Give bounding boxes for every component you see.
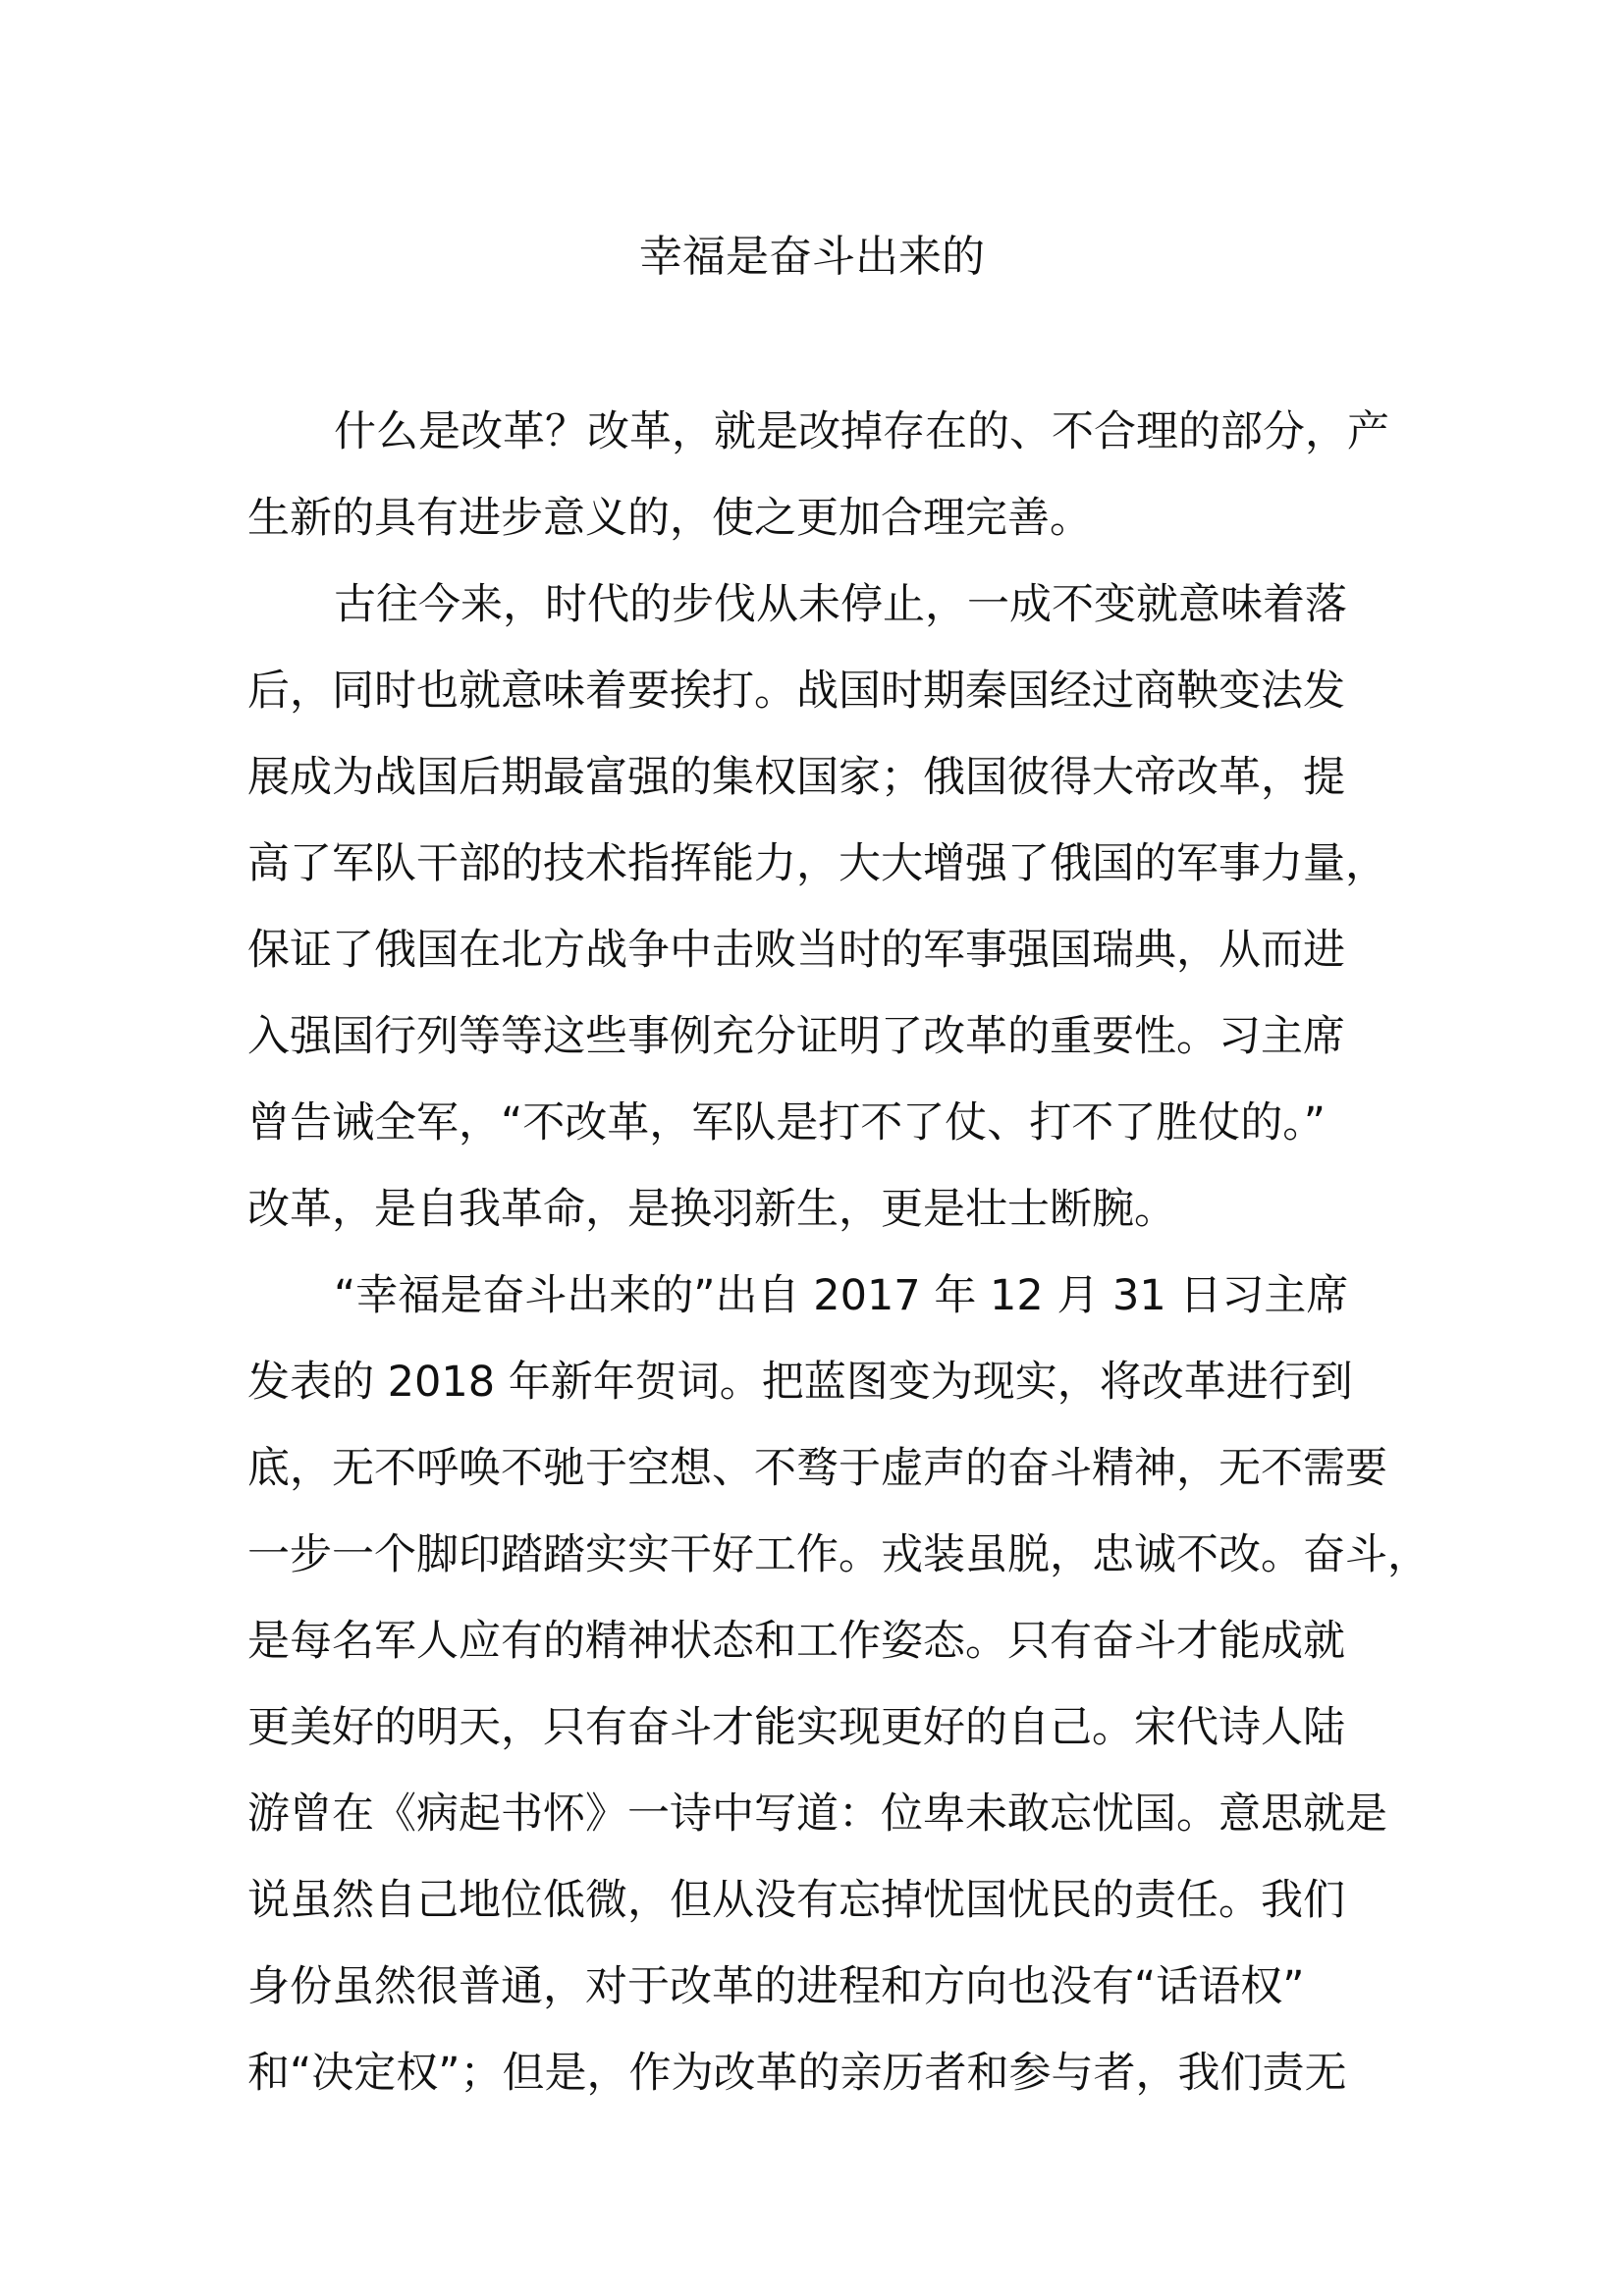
- text-line: 和“决定权”；但是，作为改革的亲历者和参与者，我们责无: [247, 2049, 1347, 2098]
- text-line: 后，同时也就意味着要挨打。战国时期秦国经过商鞅变法发: [247, 667, 1345, 716]
- text-line: 游曾在《病起书怀》一诗中写道：位卑未敢忘忧国。意思就是: [247, 1789, 1387, 1839]
- text-line: 是每名军人应有的精神状态和工作姿态。只有奋斗才能成就: [247, 1617, 1345, 1666]
- document-body: [247, 389, 1430, 2116]
- text-line: 身份虽然很普通，对于改革的进程和方向也没有“话语权”: [247, 1962, 1305, 2011]
- text-line: 底，无不呼唤不驰于空想、不骛于虚声的奋斗精神，无不需要: [247, 1444, 1387, 1493]
- text-line: 保证了俄国在北方战争中击败当时的军事强国瑞典，从而进: [247, 926, 1345, 975]
- text-line: 高了军队干部的技术指挥能力，大大增强了俄国的军事力量，: [247, 839, 1387, 888]
- text-line: 曾告诫全军，“不改革，军队是打不了仗、打不了胜仗的。”: [247, 1098, 1326, 1148]
- text-line: 更美好的明天，只有奋斗才能实现更好的自己。宋代诗人陆: [247, 1703, 1345, 1752]
- document-title: 幸福是奋斗出来的: [639, 232, 985, 282]
- text-line: 古往今来，时代的步伐从未停止，一成不变就意味着落: [334, 580, 1347, 629]
- text-line: 什么是改革？改革，就是改掉存在的、不合理的部分，产: [334, 407, 1389, 456]
- text-line: 说虽然自己地位低微，但从没有忘掉忧国忧民的责任。我们: [247, 1876, 1345, 1925]
- text-line: 展成为战国后期最富强的集权国家；俄国彼得大帝改革，提: [247, 753, 1345, 802]
- text-line: 一步一个脚印踏踏实实干好工作。戎装虽脱，忠诚不改。奋斗，: [247, 1530, 1430, 1579]
- text-line: 改革，是自我革命，是换羽新生，更是壮士断腕。: [247, 1185, 1176, 1234]
- text-line: 发表的 2018 年新年贺词。把蓝图变为现实，将改革进行到: [247, 1358, 1353, 1407]
- text-line: 生新的具有进步意义的，使之更加合理完善。: [247, 494, 1092, 543]
- text-line: “幸福是奋斗出来的”出自 2017 年 12 月 31 日习主席: [334, 1271, 1349, 1320]
- text-line: 入强国行列等等这些事例充分证明了改革的重要性。习主席: [247, 1012, 1345, 1061]
